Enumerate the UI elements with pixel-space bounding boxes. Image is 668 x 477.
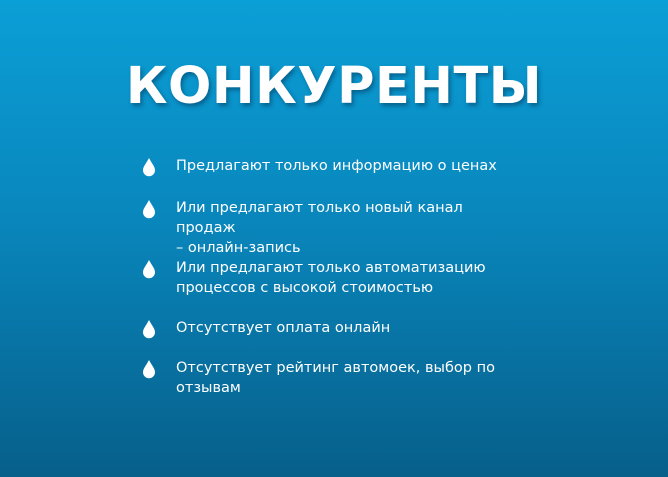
- list-item: [141, 358, 521, 398]
- list-item-text: Отсутствует оплата онлайн: [176, 320, 391, 336]
- list-item-text: Отсутствует рейтинг автомоек, выбор по отзывам: [176, 360, 495, 396]
- list-item-text: Или предлагают только автоматизацию процессов с высокой стоимостью: [176, 260, 486, 296]
- droplet-icon: [141, 199, 157, 219]
- droplet-icon: [141, 259, 157, 279]
- droplet-icon: [141, 319, 157, 339]
- list-item: [141, 318, 521, 339]
- list-item: [141, 198, 521, 258]
- list-item-text: Или предлагают только новый канал продаж – онлайн-запись: [176, 200, 463, 256]
- list-item: [141, 156, 521, 177]
- list-item-text: Предлагают только информацию о ценах: [176, 158, 497, 174]
- droplet-icon: [141, 157, 157, 177]
- droplet-icon: [141, 359, 157, 379]
- slide-title: КОНКУРЕНТЫ: [125, 57, 543, 116]
- list-item: [141, 258, 521, 298]
